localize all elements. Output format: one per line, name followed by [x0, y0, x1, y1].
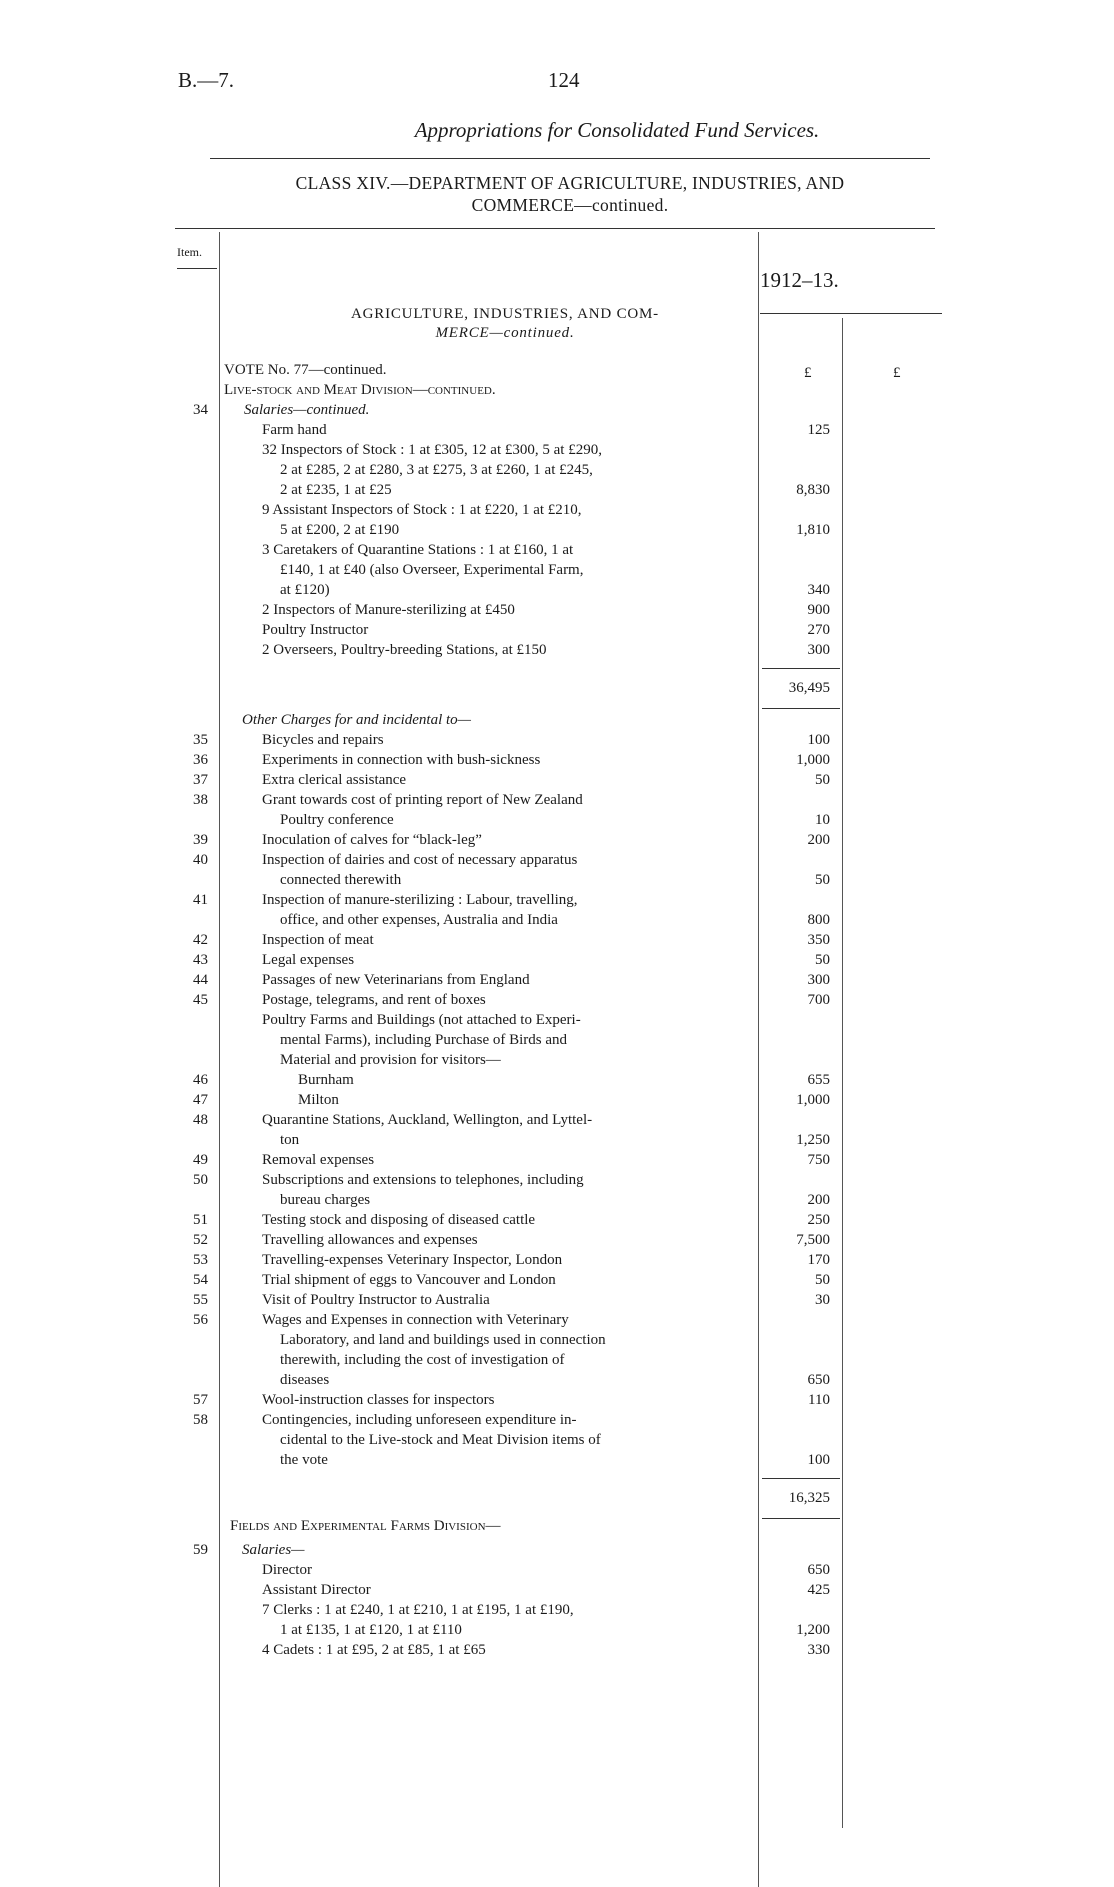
entry-amount: 200	[807, 1192, 830, 1208]
entry-text: Legal expenses	[262, 952, 355, 968]
entry-amount: 750	[807, 1152, 830, 1168]
entry-amount: 100	[807, 1452, 830, 1468]
item-number: 51	[193, 1212, 208, 1228]
item-number: 43	[193, 952, 208, 968]
entry-text: Postage, telegrams, and rent of boxes	[262, 992, 486, 1008]
entry-amount: 30	[815, 1292, 830, 1308]
year-column-header: 1912–13.	[760, 268, 839, 292]
vote-heading-text: VOTE No. 77—continued.	[224, 362, 387, 378]
item-number: 48	[193, 1112, 208, 1128]
subtotal-amount: 16,325	[788, 1490, 830, 1506]
entry-text: Inoculation of calves for “black-leg”	[262, 832, 482, 848]
entry-text: bureau charges	[280, 1192, 371, 1208]
division-heading-text: Live-stock and Meat Division—continued.	[224, 382, 496, 398]
entry-text: therewith, including the cost of investigation of	[280, 1352, 565, 1368]
salaries-heading-text: Salaries—continued.	[244, 402, 370, 418]
entry-amount: 700	[807, 992, 830, 1008]
page-title: Appropriations for Consolidated Fund Services.	[414, 118, 820, 142]
item-number: 44	[193, 972, 208, 988]
entry-amount: 300	[807, 642, 830, 658]
entry-text: Inspection of manure-sterilizing : Labour, travelling,	[262, 892, 578, 908]
item-number: 38	[193, 792, 208, 808]
entry-text: Subscriptions and extensions to telephones, including	[262, 1172, 584, 1188]
entry-text: 1 at £135, 1 at £120, 1 at £110	[280, 1622, 462, 1638]
entry-text: 2 at £235, 1 at £25	[280, 482, 392, 498]
entry-amount: 1,810	[796, 522, 830, 538]
section-heading-line1: AGRICULTURE, INDUSTRIES, AND COM-	[351, 306, 659, 322]
entry-text: 3 Caretakers of Quarantine Stations : 1 at £160, 1 at	[262, 542, 574, 558]
entry-text: Removal expenses	[262, 1152, 375, 1168]
entry-amount: 650	[807, 1372, 830, 1388]
entry-amount: 50	[815, 952, 830, 968]
entry-text: Experiments in connection with bush-sickness	[262, 752, 541, 768]
entry-amount: 125	[807, 422, 830, 438]
item-number: 54	[193, 1272, 208, 1288]
entry-text: Wool-instruction classes for inspectors	[262, 1392, 495, 1408]
entry-amount: 1,000	[796, 752, 830, 768]
item-number: 59	[193, 1542, 208, 1558]
entry-amount: 350	[807, 932, 830, 948]
entry-amount: 300	[807, 972, 830, 988]
year-head-rule	[760, 313, 942, 314]
subtotal-under-rule	[762, 1518, 840, 1519]
entry-text: 2 Inspectors of Manure-sterilizing at £450	[262, 602, 515, 618]
entry-text: 7 Clerks : 1 at £240, 1 at £210, 1 at £195, 1 at £190,	[262, 1602, 574, 1618]
entry-text: connected therewith	[280, 872, 402, 888]
entry-text: Passages of new Veterinarians from England	[262, 972, 530, 988]
item-number: 45	[193, 992, 208, 1008]
entry-amount: 50	[815, 1272, 830, 1288]
item-number: 49	[193, 1152, 208, 1168]
amount-column-rule	[758, 232, 759, 1887]
entry-text: Travelling-expenses Veterinary Inspector, London	[262, 1252, 563, 1268]
entry-text: 5 at £200, 2 at £190	[280, 522, 400, 538]
entry-amount: 200	[807, 832, 830, 848]
pound-sign-total: £	[893, 365, 901, 381]
item-number: 39	[193, 832, 208, 848]
entry-text: Wages and Expenses in connection with Veterinary	[262, 1312, 569, 1328]
item-number: 53	[193, 1252, 208, 1268]
entry-amount: 1,000	[796, 1092, 830, 1108]
page-number: 124	[548, 68, 580, 92]
entry-amount: 900	[807, 602, 830, 618]
item-number: 50	[193, 1172, 208, 1188]
entry-text: Quarantine Stations, Auckland, Wellington, and Lyttel-	[262, 1112, 593, 1128]
heading-rule	[175, 228, 935, 229]
entry-amount: 110	[808, 1392, 830, 1408]
item-number: 58	[193, 1412, 208, 1428]
pound-sign-amount: £	[804, 365, 812, 381]
entry-text: Laboratory, and land and buildings used in connection	[280, 1332, 606, 1348]
entry-amount: 655	[807, 1072, 830, 1088]
total-column-rule	[842, 318, 843, 1828]
entry-text: 2 at £285, 2 at £280, 3 at £275, 3 at £260, 1 at £245,	[280, 462, 593, 478]
entry-text: Poultry conference	[280, 812, 394, 828]
entry-amount: 800	[807, 912, 830, 928]
entry-amount: 7,500	[796, 1232, 830, 1248]
entry-amount: 100	[807, 732, 830, 748]
entry-text: 2 Overseers, Poultry-breeding Stations, at £150	[262, 642, 547, 658]
entry-text: 4 Cadets : 1 at £95, 2 at £85, 1 at £65	[262, 1642, 486, 1658]
entry-amount: 250	[807, 1212, 830, 1228]
item-number: 57	[193, 1392, 208, 1408]
subtotal-under-rule	[762, 708, 840, 709]
salaries-heading-text: Salaries—	[242, 1542, 305, 1558]
entry-text: Bicycles and repairs	[262, 732, 384, 748]
entry-text: diseases	[280, 1372, 330, 1388]
entry-text: 9 Assistant Inspectors of Stock : 1 at £220, 1 at £210,	[262, 502, 582, 518]
division-heading-text: Fields and Experimental Farms Division—	[230, 1518, 501, 1534]
entry-text: Poultry Farms and Buildings (not attached to Experi-	[262, 1012, 581, 1028]
title-rule	[210, 158, 930, 159]
item-number: 56	[193, 1312, 208, 1328]
item-head-rule	[177, 268, 217, 269]
entry-text: Trial shipment of eggs to Vancouver and London	[262, 1272, 556, 1288]
entry-amount: 425	[807, 1582, 830, 1598]
entry-text: Burnham	[298, 1072, 354, 1088]
entry-amount: 50	[815, 772, 830, 788]
entry-amount: 170	[807, 1252, 830, 1268]
item-number: 52	[193, 1232, 208, 1248]
entry-text: Milton	[298, 1092, 339, 1108]
item-number: 35	[193, 732, 208, 748]
entry-amount: 340	[807, 582, 830, 598]
entry-text: Contingencies, including unforeseen expenditure in-	[262, 1412, 577, 1428]
item-number: 55	[193, 1292, 208, 1308]
entry-text: Inspection of dairies and cost of necessary apparatus	[262, 852, 578, 868]
item-column-header: Item.	[177, 245, 202, 259]
item-number: 37	[193, 772, 208, 788]
item-number: 41	[193, 892, 208, 908]
entry-text: Visit of Poultry Instructor to Australia	[262, 1292, 490, 1308]
subtotal-amount: 36,495	[788, 680, 830, 696]
item-number: 40	[193, 852, 208, 868]
item-number: 34	[193, 402, 208, 418]
section-heading-line2: MERCE—continued.	[435, 325, 575, 341]
entry-amount: 10	[815, 812, 830, 828]
subtotal-rule	[762, 1478, 840, 1479]
entry-text: 32 Inspectors of Stock : 1 at £305, 12 at £300, 5 at £290,	[262, 442, 602, 458]
entry-text: Farm hand	[262, 422, 327, 438]
entry-text: office, and other expenses, Australia and India	[280, 912, 558, 928]
class-heading	[200, 172, 940, 216]
entry-text: at £120)	[280, 582, 330, 598]
class-heading-line1: CLASS XIV.—DEPARTMENT OF AGRICULTURE, INDUSTRIES, AND	[295, 173, 845, 193]
item-number: 47	[193, 1092, 208, 1108]
other-charges-heading-text: Other Charges for and incidental to—	[242, 712, 472, 728]
entry-amount: 1,200	[796, 1622, 830, 1638]
entry-text: cidental to the Live-stock and Meat Division items of	[280, 1432, 601, 1448]
entry-text: Material and provision for visitors—	[280, 1052, 501, 1068]
entry-text: Poultry Instructor	[262, 622, 369, 638]
entry-text: Travelling allowances and expenses	[262, 1232, 478, 1248]
subtotal-rule	[762, 668, 840, 669]
entry-amount: 1,250	[796, 1132, 830, 1148]
entry-amount: 330	[807, 1642, 830, 1658]
item-number: 42	[193, 932, 208, 948]
class-heading-line2: COMMERCE—continued.	[471, 195, 669, 215]
entry-amount: 270	[807, 622, 830, 638]
entry-amount: 650	[807, 1562, 830, 1578]
item-number: 36	[193, 752, 208, 768]
entry-text: the vote	[280, 1452, 328, 1468]
entry-text: Inspection of meat	[262, 932, 374, 948]
entry-text: Grant towards cost of printing report of New Zealand	[262, 792, 583, 808]
item-column-rule	[219, 232, 220, 1887]
item-number: 46	[193, 1072, 208, 1088]
entry-amount: 50	[815, 872, 830, 888]
entry-text: ton	[280, 1132, 300, 1148]
section-heading	[250, 305, 760, 343]
entry-amount: 8,830	[796, 482, 830, 498]
entry-text: Extra clerical assistance	[262, 772, 407, 788]
entry-text: Director	[262, 1562, 312, 1578]
document-reference: B.—7.	[178, 68, 235, 92]
entry-text: Testing stock and disposing of diseased cattle	[262, 1212, 536, 1228]
entry-text: £140, 1 at £40 (also Overseer, Experimental Farm,	[280, 562, 584, 578]
entry-text: Assistant Director	[262, 1582, 371, 1598]
entry-text: mental Farms), including Purchase of Birds and	[280, 1032, 568, 1048]
